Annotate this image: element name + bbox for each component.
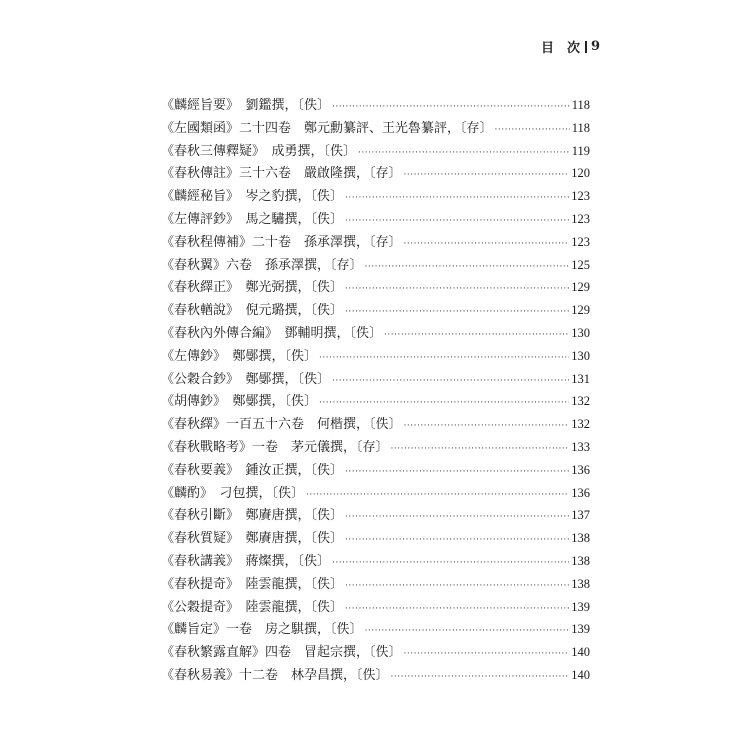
- dot-leader: [391, 437, 570, 461]
- toc-entry[interactable]: [161, 390, 590, 413]
- dot-leader: [345, 528, 569, 552]
- dot-leader: [391, 665, 570, 689]
- dot-leader: [345, 460, 569, 484]
- toc-entry[interactable]: [161, 140, 590, 163]
- toc-entry[interactable]: [161, 185, 590, 208]
- dot-leader: [365, 619, 570, 643]
- toc-entry-title: 《春秋質疑》 鄭賡唐撰，〔佚〕: [161, 531, 344, 547]
- toc-entry-title: 《春秋引斷》 鄭賡唐撰，〔佚〕: [161, 508, 344, 524]
- toc-entry-title: 《胡傳鈔》 鄭鄤撰，〔佚〕: [161, 394, 318, 410]
- toc-entry[interactable]: [161, 504, 590, 527]
- toc-entry[interactable]: [161, 436, 590, 459]
- toc-entry[interactable]: [161, 322, 590, 345]
- dot-leader: [404, 232, 570, 256]
- toc-entry-page: 131: [571, 371, 590, 386]
- dot-leader: [404, 163, 570, 187]
- toc-entry[interactable]: [161, 459, 590, 482]
- toc-entry-title: 《公穀合鈔》 鄭鄤撰，〔佚〕: [161, 371, 331, 387]
- toc-entry[interactable]: [161, 368, 590, 391]
- dot-leader: [345, 300, 569, 324]
- toc-entry[interactable]: [161, 254, 590, 277]
- dot-leader: [365, 255, 570, 279]
- toc-entry-title: 《春秋三傳釋疑》 成勇撰，〔佚〕: [161, 143, 357, 159]
- toc-entry-title: 《春秋要義》 鍾汝正撰，〔佚〕: [161, 462, 344, 478]
- toc-entry-page: 123: [571, 189, 590, 204]
- dot-leader: [332, 369, 569, 393]
- toc-entry-page: 118: [571, 120, 590, 135]
- toc-entry-page: 129: [571, 280, 590, 295]
- toc-entry-title: 《麟經旨要》 劉鑑撰，〔佚〕: [161, 98, 331, 113]
- toc-entry[interactable]: [161, 550, 590, 573]
- toc-entry-title: 《春秋提奇》 陸雲龍撰，〔佚〕: [161, 576, 344, 592]
- toc-entry-title: 《麟酌》 刁包撰，〔佚〕: [161, 485, 305, 501]
- dot-leader: [404, 414, 570, 438]
- toc-entry-title: 《春秋繹正》 鄭光弼撰，〔佚〕: [161, 280, 344, 296]
- toc-entry[interactable]: [161, 94, 590, 117]
- dot-leader: [332, 95, 570, 119]
- toc-entry-page: 130: [571, 348, 590, 363]
- toc-entry[interactable]: [161, 573, 590, 596]
- dot-leader: [345, 574, 569, 598]
- dot-leader: [495, 118, 570, 142]
- section-title: 目 次: [540, 41, 580, 56]
- toc-entry-title: 《春秋程傳補》二十卷 孫承澤撰，〔存〕: [161, 234, 402, 250]
- dot-leader: [319, 391, 569, 415]
- toc-entry-page: 136: [571, 462, 590, 477]
- dot-leader: [345, 505, 569, 529]
- toc-entry-page: 138: [571, 531, 590, 546]
- toc-entry-page: 132: [571, 394, 590, 409]
- dot-leader: [332, 551, 569, 575]
- toc-entry-title: 《春秋內外傳合編》 鄧輔明撰，〔佚〕: [161, 325, 383, 341]
- toc-entry-title: 《春秋戰略考》一卷 茅元儀撰，〔存〕: [161, 439, 389, 455]
- toc-entry-title: 《春秋講義》 蔣燦撰，〔佚〕: [161, 553, 331, 569]
- toc-entry[interactable]: [161, 641, 590, 664]
- dot-leader: [345, 209, 569, 233]
- header-divider: [585, 41, 587, 53]
- toc-entry[interactable]: [161, 345, 590, 368]
- toc-entry-page: 136: [571, 485, 590, 500]
- toc-entry[interactable]: [161, 231, 590, 254]
- toc-entry-page: 125: [571, 257, 590, 272]
- page-header: [541, 37, 600, 56]
- toc-entry-page: 133: [571, 439, 590, 454]
- toc-entry-page: 139: [571, 622, 590, 637]
- toc-entry[interactable]: [161, 117, 590, 140]
- toc-entry-page: 118: [571, 98, 590, 112]
- toc-entry[interactable]: [161, 596, 590, 619]
- table-of-contents: [161, 94, 590, 687]
- toc-entry-title: 《麟經秘旨》 岑之豹撰，〔佚〕: [161, 189, 344, 205]
- toc-entry-title: 《春秋繹》一百五十六卷 何楷撰，〔佚〕: [161, 417, 402, 433]
- toc-entry-page: 130: [571, 325, 590, 340]
- toc-entry-page: 138: [571, 576, 590, 591]
- toc-entry-title: 《左傳評鈔》 馬之驌撰，〔佚〕: [161, 211, 344, 227]
- toc-entry-page: 129: [571, 303, 590, 318]
- dot-leader: [306, 483, 569, 507]
- toc-entry-page: 120: [571, 166, 590, 181]
- toc-entry-page: 123: [571, 211, 590, 226]
- toc-entry-title: 《春秋繁露直解》四卷 冒起宗撰，〔佚〕: [161, 645, 402, 661]
- toc-entry-title: 《麟旨定》一卷 房之騏撰，〔佚〕: [161, 622, 363, 638]
- toc-entry-page: 132: [571, 417, 590, 432]
- toc-entry[interactable]: [161, 276, 590, 299]
- toc-entry[interactable]: [161, 618, 590, 641]
- toc-entry-page: 140: [571, 645, 590, 660]
- toc-entry-page: 140: [571, 667, 590, 682]
- toc-entry-title: 《春秋傳註》三十六卷 嚴啟隆撰，〔存〕: [161, 166, 402, 182]
- toc-entry-title: 《春秋翼》六卷 孫承澤撰，〔存〕: [161, 257, 363, 273]
- toc-entry-title: 《春秋易義》十二卷 林孕昌撰，〔佚〕: [161, 667, 389, 683]
- toc-entry[interactable]: [161, 527, 590, 550]
- toc-entry[interactable]: [161, 664, 590, 687]
- toc-entry[interactable]: [161, 482, 590, 505]
- toc-entry-title: 《公穀提奇》 陸雲龍撰，〔佚〕: [161, 599, 344, 615]
- toc-entry[interactable]: [161, 208, 590, 231]
- dot-leader: [384, 323, 569, 347]
- toc-entry-page: 137: [571, 508, 590, 523]
- dot-leader: [345, 597, 569, 621]
- dot-leader: [345, 277, 569, 301]
- dot-leader: [345, 186, 569, 210]
- toc-entry-title: 《左國類函》二十四卷 鄭元勳纂評、王光魯纂評，〔存〕: [161, 120, 493, 136]
- toc-entry-title: 《左傳鈔》 鄭鄤撰，〔佚〕: [161, 348, 318, 364]
- toc-entry-page: 138: [571, 553, 590, 568]
- toc-entry[interactable]: [161, 413, 590, 436]
- toc-entry-page: 119: [571, 143, 590, 158]
- toc-entry-title: 《春秋輶說》 倪元璐撰，〔佚〕: [161, 303, 344, 319]
- toc-entry-page: 139: [571, 599, 590, 614]
- dot-leader: [358, 141, 570, 165]
- dot-leader: [319, 346, 569, 370]
- toc-entry[interactable]: [161, 299, 590, 322]
- page-number: 9: [590, 39, 600, 54]
- toc-entry-page: 123: [571, 234, 590, 249]
- toc-entry[interactable]: [161, 162, 590, 185]
- dot-leader: [404, 642, 570, 666]
